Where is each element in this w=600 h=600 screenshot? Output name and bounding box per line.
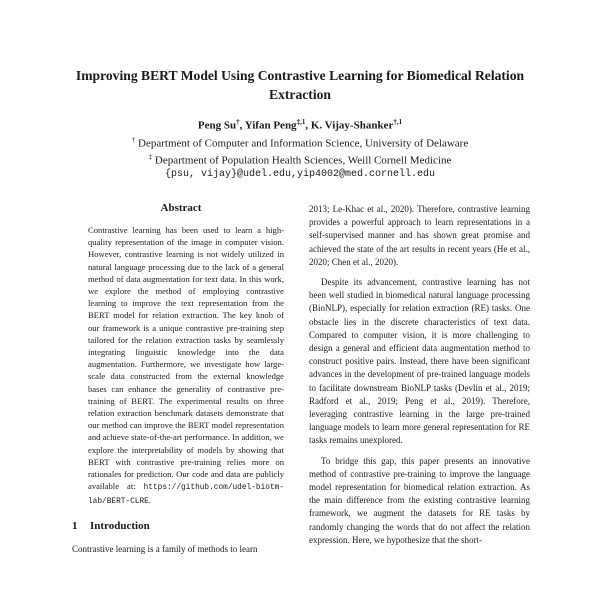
section-heading-introduction: 1 Introduction	[72, 519, 150, 532]
paragraph-1: 2013; Le-Khac et al., 2020). Therefore, contrastive learning provides a powerful approach to learn representations in a self-supervised manner and has shown great promise and achieved the state of the art results in recent years (He et al., 2020; Chen et al., 2020).	[309, 204, 530, 267]
author-names: Peng Su†, Yifan Peng$^{\ddagger,1}$, K. Vijay-Shanker$^{\dagger,1}$	[197, 118, 403, 132]
abstract-text: Contrastive learning has been used to learn a high-quality representation of the image in computer vision. However, contrastive learning is not widely utilized in natural language processing due to the lack of a general method of data augmentation for text data. In this work, we explore the method of employing contrastive learning to improve the text representation from the BERT model for relation extraction. The key knob of our framework is a unique contrastive pre-training step tailored for the relation extraction tasks by seamlessly integrating linguistic knowledge into the data augmentation. Furthermore, we investigate how large-scale data constructed from the external knowledge bases can enhance the generality of contrastive pre-training of BERT. The experimental results on three relation extraction benchmark datasets demonstrate that our method can improve the BERT model representation and achieve state-of-the-art performance. In addition, we explore the interpretability of models by showing that BERT with contrastive pre-training relies more on rationales for prediction. Our code and data are publicly available at: https://github.com/udel-biotm-lab/BERT-CLRE.	[88, 225, 284, 507]
introduction-first-line: Contrastive learning is a family of methods to learn	[72, 543, 258, 554]
author-1: Peng Su	[197, 119, 237, 132]
right-column	[309, 203, 530, 547]
paper-title: Improving BERT Model Using Contrastive Learning for Biomedical Relation Extraction	[75, 68, 525, 102]
author-3: K. Vijay-Shanker	[310, 119, 394, 132]
code-link[interactable]: https://github.com/udel-biotm-lab/BERT-CLRE	[88, 484, 284, 507]
affiliation-1: † Department of Computer and Information Science, University of Delaware	[131, 135, 469, 150]
paragraph-2: Despite its advancement, contrastive learning has not been well studied in biomedical natural language processing (BioNLP), especially for relation extraction (RE) tasks. One obstacle lies in the discrete characteristics of text data. Compared to computer vision, it is more challenging to design a general and efficient data augmentation method to construct positive pairs. Instead, there have been significant advances in the development of pre-trained language models to facilitate downstream BioNLP tasks (Devlin et al., 2019; Radford et al., 2019; Peng et al., 2019). Therefore, leveraging contrastive learning in the large pre-trained language models to learn more general representation for RE tasks remains unexplored.	[309, 277, 530, 446]
left-column	[72, 201, 290, 556]
author-block	[40, 115, 560, 182]
paragraph-3: To bridge this gap, this paper presents an innovative method of contrastive pre-training to improve the language model representation for biomedical relation extraction. As the main difference from the existing contrastive learning framework, we augment the datasets for RE tasks by randomly changing the words that do not affect the relation expression. Here, we hypothesize that the short-	[309, 455, 530, 545]
author-emails: {psu, vijay}@udel.edu,yip4002@med.cornell.edu	[164, 168, 436, 180]
affiliation-2: ‡ Department of Population Health Sciences, Weill Cornell Medicine	[148, 153, 452, 167]
author-2: Yifan Peng	[244, 119, 297, 132]
abstract-heading: Abstract	[160, 202, 202, 214]
